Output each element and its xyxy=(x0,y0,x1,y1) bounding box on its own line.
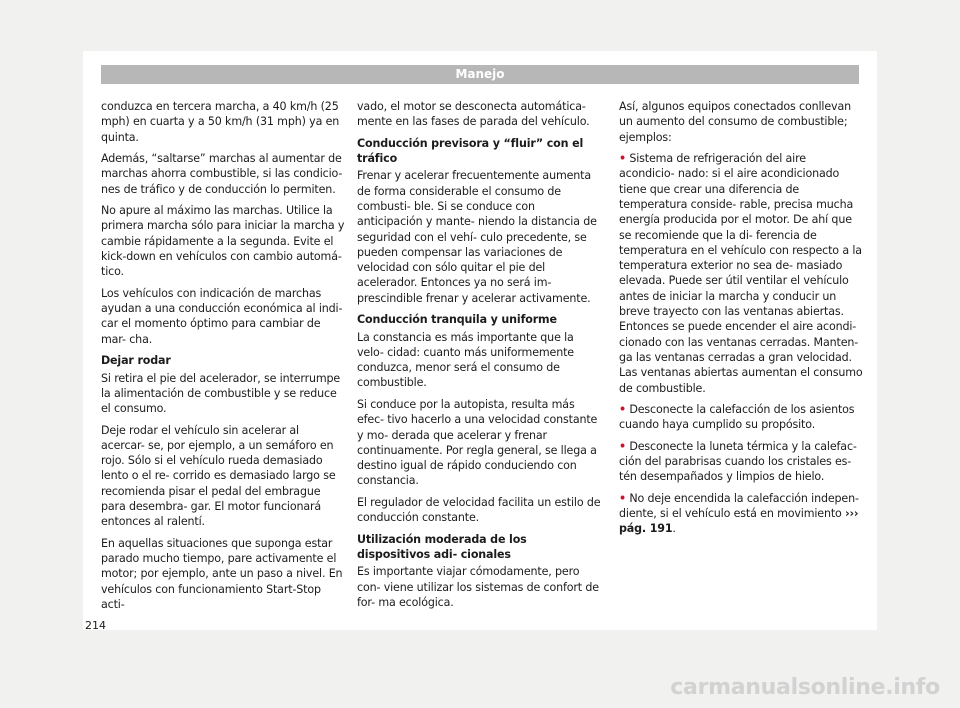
section-header: Manejo xyxy=(101,65,859,84)
paragraph: Es importante viajar cómodamente, pero con- viene utilizar los sistemas de confort de for- ma ecológica. xyxy=(357,565,599,609)
bullet-item xyxy=(619,491,863,537)
bullet-text: No deje encendida la calefacción indepen- diente, si el vehículo está en movimiento xyxy=(619,491,859,521)
subheading-dispositivos-adicionales: Utilización moderada de los dispositivos adi- cionales xyxy=(357,532,527,561)
paragraph: No apure al máximo las marchas. Utilice la primera marcha sólo para iniciar la marcha y cambie rápidamente a la segunda. Evite el kick-down en vehículos con cambio automá- tico. xyxy=(101,204,345,279)
page-number: 214 xyxy=(85,619,106,632)
paragraph: La constancia es más importante que la velo- cidad: cuanto más uniformemente conduzca, menor será el consumo de combustible. xyxy=(357,330,574,390)
subheading-conduccion-previsora: Conducción previsora y “fluir” con el tráfico xyxy=(357,136,584,166)
watermark-logo: carmanualsonline.info xyxy=(670,675,940,700)
column-right xyxy=(619,99,863,543)
paragraph: Los vehículos con indicación de marchas ayudan a una conducción económica al indi- car el momento óptimo para cambiar de mar- cha. xyxy=(101,286,343,346)
paragraph: El regulador de velocidad facilita un estilo de conducción constante. xyxy=(357,495,601,525)
bullet-item xyxy=(619,402,863,433)
sentence-end: . xyxy=(672,522,676,536)
bullet-item xyxy=(619,151,863,396)
paragraph: En aquellas situaciones que suponga estar parado mucho tiempo, pare activamente el motor; por ejemplo, ante un paso a nivel. En vehículos con funcionamiento Start-Stop acti- xyxy=(101,536,343,612)
bullet-icon: • xyxy=(619,439,626,453)
paragraph: vado, el motor se desconecta automática- mente en las fases de parada del vehículo. xyxy=(357,100,590,129)
paragraph: Así, algunos equipos conectados conllevan un aumento del consumo de combustible; ejemplos: xyxy=(619,100,851,144)
paragraph: Deje rodar el vehículo sin acelerar al acercar- se, por ejemplo, a un semáforo en rojo. Sólo si el vehículo rueda demasiado lento o el re- corrido es demasiado largo se recomienda pisar el pedal del embrague para desembra- gar. El motor funcionará entonces al ralentí. xyxy=(101,423,336,529)
bullet-text: Desconecte la luneta térmica y la calefac- ción del parabrisas cuando los cristales es- tén desempañados y limpios de hielo. xyxy=(619,439,857,484)
paragraph: Además, “saltarse” marchas al aumentar de marchas ahorra combustible, si las condicio- nes de tráfico y de conducción lo permiten. xyxy=(101,152,343,196)
cross-reference-arrow-icon: ››› xyxy=(845,507,859,521)
page-reference-link[interactable]: pág. 191 xyxy=(619,522,673,536)
bullet-icon: • xyxy=(619,152,626,166)
manual-page xyxy=(83,51,877,630)
column-middle xyxy=(357,99,601,616)
column-left xyxy=(101,99,345,619)
paragraph: conduzca en tercera marcha, a 40 km/h (25 mph) en cuarta y a 50 km/h (31 mph) ya en quinta. xyxy=(101,100,340,144)
paragraph: Si retira el pie del acelerador, se interrumpe la alimentación de combustible y se reduce el consumo. xyxy=(101,371,341,416)
paragraph: Si conduce por la autopista, resulta más efec- tivo hacerlo a una velocidad constante y mo- derada que acelerar y frenar continuamente. Por regla general, se llega a destino igual de rápido conduciendo con constancia. xyxy=(357,397,598,488)
bullet-icon: • xyxy=(619,491,626,505)
bullet-text: Sistema de refrigeración del aire acondicio- nado: si el aire acondicionado tiene que crear una diferencia de temperatura conside- rable, precisa mucha energía producida por el motor. De ahí que se recomiende que la di- ferencia de temperatura en el vehículo con respecto a la temperatura exterior no sea de- masiado elevada. Puede ser útil ventilar el vehículo antes de iniciar la marcha y conducir un breve trayecto con las ventanas abiertas. Entonces se puede encender el aire acondi- cionado con las ventanas cerradas. Manten- ga las ventanas cerradas a gran velocidad. Las ventanas abiertas aumentan el consumo de combustible. xyxy=(619,152,863,395)
subheading-dejar-rodar: Dejar rodar xyxy=(101,354,171,368)
subheading-conduccion-tranquila: Conducción tranquila y uniforme xyxy=(357,313,557,327)
bullet-icon: • xyxy=(619,403,626,417)
paragraph: Frenar y acelerar frecuentemente aumenta de forma considerable el consumo de combusti- ble. Si se conduce con anticipación y mante- niendo la distancia de seguridad con el vehí- culo precedente, se pueden compensar las variaciones de velocidad con sólo quitar el pie del acelerador. Entonces ya no será im- prescindible frenar y acelerar activamente. xyxy=(357,169,597,305)
bullet-text: Desconecte la calefacción de los asientos cuando haya cumplido su propósito. xyxy=(619,403,855,432)
bullet-item xyxy=(619,439,863,485)
